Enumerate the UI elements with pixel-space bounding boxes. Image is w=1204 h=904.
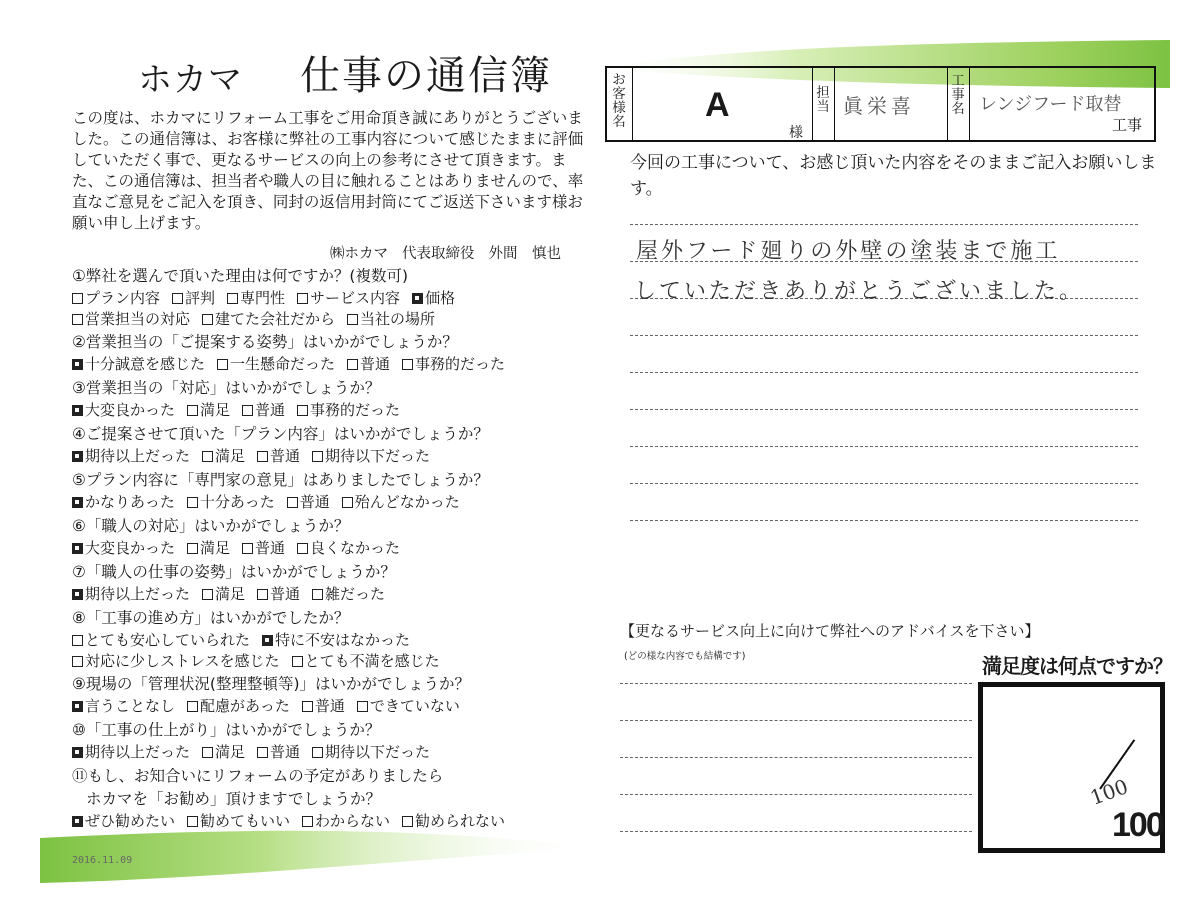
question-3: ③営業担当の「対応」はいかがでしょうか？: [72, 379, 381, 397]
empty-box-icon: [72, 293, 83, 304]
option-checkbox[interactable]: [202, 741, 245, 762]
option-checkbox[interactable]: [187, 810, 290, 831]
option-label: 評判: [185, 289, 216, 307]
empty-box-icon: [312, 589, 323, 600]
option-label: 期待以上だった: [85, 447, 191, 465]
advice-rule-line: [620, 831, 972, 832]
question-11-options: [72, 810, 517, 831]
question-2-options: [72, 353, 517, 374]
empty-box-icon: [302, 701, 313, 712]
option-label: 十分あった: [199, 493, 275, 511]
question-6-options: [72, 537, 412, 558]
signature-role: 代表取締役: [402, 246, 475, 262]
option-checkbox[interactable]: [187, 537, 230, 558]
comment-prompt: 今回の工事について、お感じ頂いた内容をそのままご記入お願いします。: [630, 153, 1157, 199]
option-label: 普通: [270, 447, 301, 465]
intro-text: この度は、ホカマにリフォーム工事をご用命頂き誠にありがとうございました。この通信簿は、お客様に弊社の工事内容について感じたままに評価していただく事で、更なるサービスの向上の参考にさせて頂きます。また、この通信簿は、担当者や職人の目に触れることはありませんので、率直なご意見をご記入を頂き、同封の返信用封筒にてご返送下さいます様お願い申し上げます。: [72, 109, 584, 232]
empty-box-icon: [302, 816, 313, 827]
question-8-options: [72, 629, 422, 650]
question-3-options: [72, 399, 412, 420]
option-checkbox[interactable]: [257, 583, 300, 604]
advice-rule-line: [620, 757, 972, 758]
question-9: ⑨現場の「管理状況(整理整頓等)」はいかがでしょうか？: [72, 675, 470, 693]
empty-box-icon: [187, 701, 198, 712]
option-label: 事務的だった: [415, 355, 506, 373]
advice-rule-line: [620, 683, 972, 684]
option-checkbox[interactable]: [312, 445, 430, 466]
score-max: 100: [1112, 806, 1163, 844]
option-label: 勧めてもいい: [200, 812, 291, 830]
comment-rule-line: [630, 520, 1138, 521]
question-7: ⑦「職人の仕事の姿勢」はいかがでしょうか？: [72, 563, 396, 581]
option-checkbox[interactable]: [72, 537, 175, 558]
empty-box-icon: [402, 359, 413, 370]
empty-box-icon: [297, 405, 308, 416]
option-checkbox[interactable]: [72, 287, 160, 308]
option-checkbox[interactable]: [202, 308, 335, 329]
signature: [330, 242, 561, 263]
empty-box-icon: [187, 816, 198, 827]
option-label: 十分誠意を感じた: [85, 355, 206, 373]
empty-box-icon: [187, 543, 198, 554]
option-checkbox[interactable]: [297, 287, 400, 308]
question-4: ④ご提案させて頂いた「プラン内容」はいかがでしょうか？: [72, 425, 489, 443]
option-checkbox[interactable]: [72, 583, 190, 604]
work-label: 工 事 名: [951, 73, 965, 117]
option-label: ぜひ勧めたい: [85, 812, 176, 830]
option-checkbox[interactable]: [257, 741, 300, 762]
empty-box-icon: [292, 656, 303, 667]
option-checkbox[interactable]: [72, 650, 280, 671]
option-label: 配慮があった: [200, 697, 290, 715]
comment-rule-line: [630, 372, 1138, 373]
question-1-options: [72, 308, 447, 329]
option-label: 普通: [270, 743, 301, 761]
comment-rule-line: [630, 409, 1138, 410]
option-checkbox[interactable]: [187, 491, 275, 512]
option-label: わからない: [315, 812, 391, 830]
question-9-options: [72, 695, 472, 716]
empty-box-icon: [72, 314, 83, 325]
checked-box-icon: [72, 405, 83, 416]
option-checkbox[interactable]: [347, 308, 435, 329]
option-checkbox[interactable]: [202, 583, 245, 604]
option-label: 満足: [215, 743, 246, 761]
question-4-options: [72, 445, 442, 466]
work-suffix: 工事: [1112, 116, 1143, 134]
option-label: 価格: [425, 289, 456, 307]
option-label: とても安心していられた: [85, 631, 251, 649]
checked-box-icon: [72, 359, 83, 370]
empty-box-icon: [187, 405, 198, 416]
staff-name: 眞栄喜: [843, 94, 915, 118]
comment-rule-line: [630, 335, 1138, 336]
customer-suffix: 様: [789, 125, 803, 141]
option-label: サービス内容: [310, 289, 401, 307]
advice-subtitle: (どの様な内容でも結構です): [624, 651, 746, 662]
empty-box-icon: [287, 497, 298, 508]
option-label: 満足: [215, 447, 246, 465]
option-checkbox[interactable]: [217, 353, 335, 374]
option-checkbox[interactable]: [202, 445, 245, 466]
staff-label: 担 当: [816, 85, 830, 115]
option-label: 勧められない: [415, 812, 506, 830]
option-checkbox[interactable]: [287, 491, 330, 512]
option-checkbox[interactable]: [292, 650, 440, 671]
option-label: できていない: [369, 697, 460, 715]
option-checkbox[interactable]: [402, 810, 505, 831]
option-label: 言うことなし: [85, 697, 176, 715]
empty-box-icon: [297, 543, 308, 554]
checked-box-icon: [262, 635, 273, 646]
brand-title: ホカマ: [138, 60, 243, 100]
question-5-options: [72, 491, 472, 512]
option-label: 期待以上だった: [85, 585, 191, 603]
empty-box-icon: [357, 701, 368, 712]
option-checkbox[interactable]: [72, 445, 190, 466]
option-checkbox[interactable]: [72, 308, 190, 329]
option-checkbox[interactable]: [172, 287, 215, 308]
empty-box-icon: [187, 497, 198, 508]
option-label: 普通: [255, 401, 286, 419]
option-label: 営業担当の対応: [85, 310, 191, 328]
checked-box-icon: [72, 816, 83, 827]
question-2: ②営業担当の「ご提案する姿勢」はいかがでしょうか？: [72, 333, 458, 351]
option-label: 期待以上だった: [85, 743, 191, 761]
option-checkbox[interactable]: [242, 537, 285, 558]
empty-box-icon: [257, 589, 268, 600]
question-6: ⑥「職人の対応」はいかがでしょうか？: [72, 517, 350, 535]
option-checkbox[interactable]: [357, 695, 460, 716]
comment-rule-line: [630, 446, 1138, 447]
option-checkbox[interactable]: [297, 537, 400, 558]
empty-box-icon: [242, 543, 253, 554]
option-label: 良くなかった: [310, 539, 401, 557]
empty-box-icon: [402, 816, 413, 827]
page-title: 仕事の通信簿: [300, 53, 552, 99]
date-stamp: 2016.11.09: [72, 855, 133, 866]
option-checkbox[interactable]: [72, 629, 250, 650]
option-checkbox[interactable]: [72, 741, 190, 762]
option-checkbox[interactable]: [312, 741, 430, 762]
option-label: 期待以下だった: [325, 447, 431, 465]
empty-box-icon: [342, 497, 353, 508]
comment-rule-line: [630, 224, 1138, 225]
question-1-options: [72, 287, 467, 308]
empty-box-icon: [202, 451, 213, 462]
empty-box-icon: [297, 293, 308, 304]
option-label: 一生懸命だった: [230, 355, 336, 373]
option-label: 普通: [360, 355, 391, 373]
checked-box-icon: [72, 451, 83, 462]
checked-box-icon: [72, 701, 83, 712]
empty-box-icon: [202, 589, 213, 600]
option-checkbox[interactable]: [402, 353, 505, 374]
empty-box-icon: [257, 451, 268, 462]
checked-box-icon: [412, 293, 423, 304]
question-10-options: [72, 741, 442, 762]
advice-title: 【更なるサービス向上に向けて弊社へのアドバイスを下さい】: [620, 622, 1040, 640]
empty-box-icon: [202, 747, 213, 758]
question-8: ⑧「工事の進め方」はいかがでしたか？: [72, 609, 350, 627]
option-label: 当社の場所: [360, 310, 436, 328]
option-label: かなりあった: [85, 493, 175, 511]
checked-box-icon: [72, 543, 83, 554]
option-checkbox[interactable]: [302, 810, 390, 831]
empty-box-icon: [242, 405, 253, 416]
checked-box-icon: [72, 747, 83, 758]
option-label: 雑だった: [325, 585, 386, 603]
option-label: 満足: [200, 401, 231, 419]
customer-name: A: [705, 86, 730, 124]
header-table: [605, 66, 1156, 142]
empty-box-icon: [312, 747, 323, 758]
option-checkbox[interactable]: [72, 353, 205, 374]
question-10: ⑩「工事の仕上がり」はいかがでしょうか？: [72, 721, 381, 739]
question-5: ⑤プラン内容に「専門家の意見」はありましたでしょうか？: [72, 471, 489, 489]
empty-box-icon: [347, 359, 358, 370]
option-checkbox[interactable]: [297, 399, 400, 420]
option-label: 専門性: [240, 289, 286, 307]
option-label: 普通: [314, 697, 345, 715]
question-11: ⑪もし、お知合いにリフォームの予定がありましたら: [72, 767, 444, 785]
comment-rule-line: [630, 483, 1138, 484]
option-checkbox[interactable]: [242, 399, 285, 420]
customer-label: お 客 様 名: [612, 72, 626, 130]
option-checkbox[interactable]: [227, 287, 285, 308]
option-checkbox[interactable]: [412, 287, 455, 308]
advice-rule-line: [620, 720, 972, 721]
empty-box-icon: [72, 656, 83, 667]
option-label: 期待以下だった: [325, 743, 431, 761]
checked-box-icon: [72, 497, 83, 508]
option-label: 事務的だった: [310, 401, 401, 419]
score-title: 満足度は何点ですか？: [982, 654, 1172, 678]
option-checkbox[interactable]: [312, 583, 385, 604]
option-checkbox[interactable]: [302, 695, 345, 716]
option-label: 普通: [255, 539, 286, 557]
checked-box-icon: [72, 589, 83, 600]
comment-line-2: していただきありがとうございました。: [634, 279, 1085, 304]
signature-name: 外間 慎也: [488, 246, 561, 262]
signature-company: ㈱ホカマ: [330, 246, 388, 262]
option-checkbox[interactable]: [262, 629, 410, 650]
advice-rule-line: [620, 794, 972, 795]
option-label: 大変良かった: [85, 401, 176, 419]
option-checkbox[interactable]: [72, 810, 175, 831]
empty-box-icon: [72, 635, 83, 646]
empty-box-icon: [347, 314, 358, 325]
score-value: 100: [1087, 774, 1132, 810]
option-label: プラン内容: [85, 289, 161, 307]
option-label: 満足: [215, 585, 246, 603]
question-7-options: [72, 583, 397, 604]
comment-line-1: 屋外フード廻りの外壁の塗装まで施工: [636, 239, 1061, 264]
option-checkbox[interactable]: [72, 695, 175, 716]
option-label: とても不満を感じた: [304, 652, 440, 670]
option-checkbox[interactable]: [72, 399, 175, 420]
empty-box-icon: [312, 451, 323, 462]
option-checkbox[interactable]: [342, 491, 460, 512]
question-11-line2: ホカマを「お勧め」頂けますでしょうか？: [86, 790, 381, 808]
option-label: 普通: [270, 585, 301, 603]
option-checkbox[interactable]: [72, 491, 175, 512]
option-label: 大変良かった: [85, 539, 176, 557]
option-label: 建てた会社だから: [215, 310, 336, 328]
option-checkbox[interactable]: [187, 399, 230, 420]
option-label: 満足: [200, 539, 231, 557]
option-label: 特に不安はなかった: [275, 631, 411, 649]
empty-box-icon: [172, 293, 183, 304]
empty-box-icon: [257, 747, 268, 758]
option-label: 殆んどなかった: [354, 493, 460, 511]
empty-box-icon: [227, 293, 238, 304]
work-name: レンジフード取替: [979, 94, 1122, 115]
option-checkbox[interactable]: [257, 445, 300, 466]
option-checkbox[interactable]: [187, 695, 290, 716]
question-8-options: [72, 650, 452, 671]
question-1: ①弊社を選んで頂いた理由は何ですか？(複数可): [72, 267, 408, 285]
option-label: 対応に少しストレスを感じた: [85, 652, 280, 670]
empty-box-icon: [202, 314, 213, 325]
option-label: 普通: [299, 493, 330, 511]
option-checkbox[interactable]: [347, 353, 390, 374]
empty-box-icon: [217, 359, 228, 370]
